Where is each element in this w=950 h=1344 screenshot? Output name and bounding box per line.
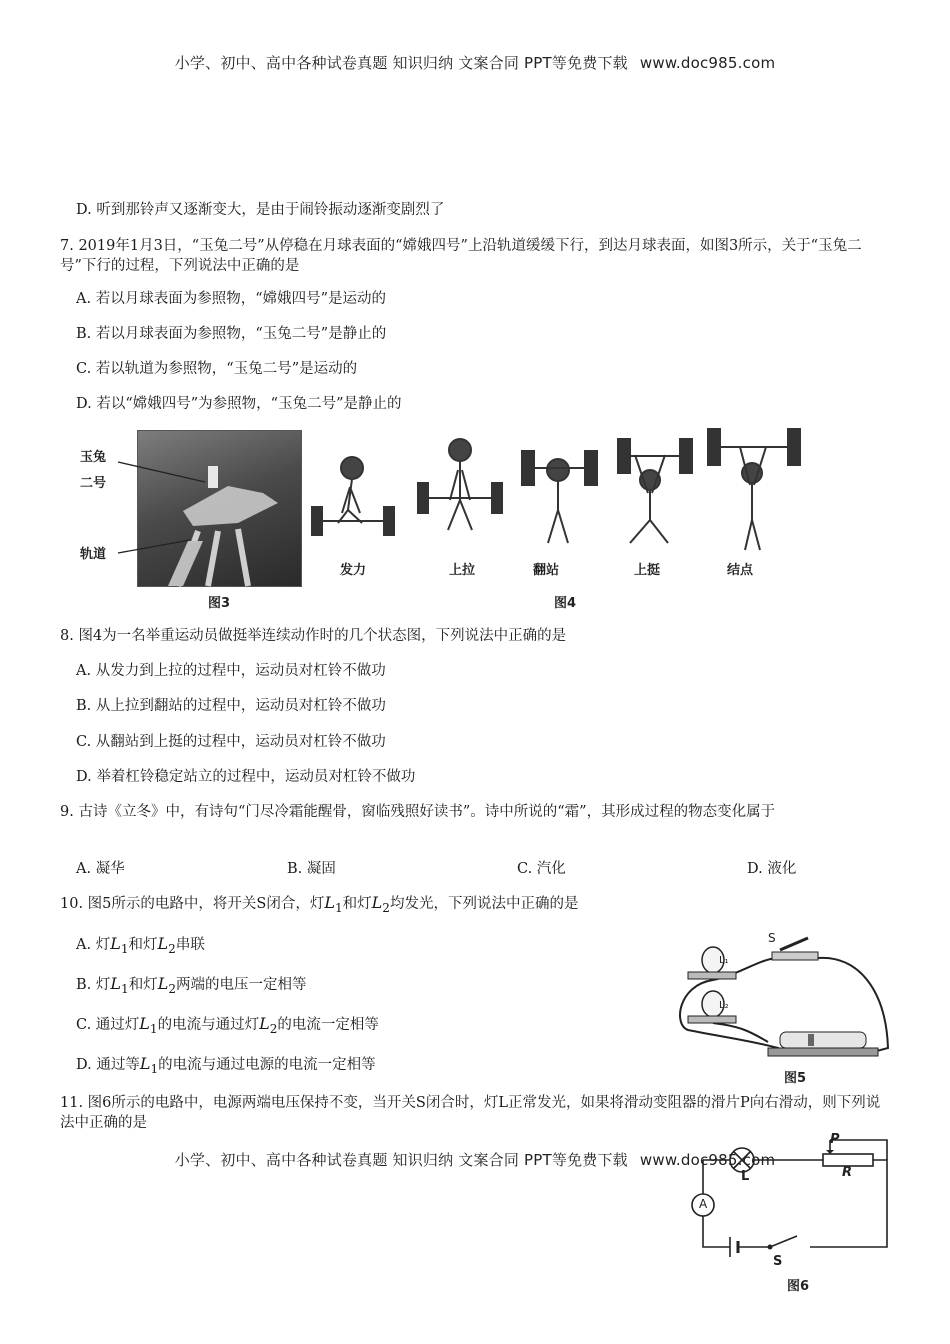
bottom-banner — [0, 1149, 950, 1170]
q10-d-l1: L — [139, 1054, 151, 1073]
fig4-stage-4: 上挺 — [634, 563, 661, 578]
q10-a-sub2: 2 — [168, 941, 176, 956]
fig5-lamp2-label: L₂ — [719, 1000, 729, 1011]
fig6-slider-label: P — [830, 1132, 840, 1147]
fig4-caption: 图4 — [554, 596, 577, 611]
fig3-label-rover-1: 玉兔 — [80, 450, 107, 465]
fig3-caption: 图3 — [208, 596, 231, 611]
q10-c-l1: L — [139, 1014, 150, 1033]
q10-a-l1: L — [110, 934, 121, 953]
q8-stem: 8. 图4为一名举重运动员做挺举连续动作时的几个状态图，下列说法中正确的是 — [60, 628, 567, 644]
q7-option-c: C. 若以轨道为参照物，“玉兔二号”是运动的 — [76, 361, 358, 377]
fig3-rover-drawing — [138, 431, 301, 586]
q7-option-d: D. 若以“嫦娥四号”为参照物，“玉兔二号”是静止的 — [76, 396, 402, 412]
q10-option-c — [76, 1014, 379, 1039]
q8-option-b: B. 从上拉到翻站的过程中，运动员对杠铃不做功 — [76, 698, 386, 714]
q8-option-c: C. 从翻站到上挺的过程中，运动员对杠铃不做功 — [76, 734, 386, 750]
q10-stem-l1: L — [324, 893, 335, 912]
q10-d-pre: D. 通过等 — [76, 1057, 140, 1073]
fig4-stage-3: 翻站 — [533, 563, 560, 578]
q10-a-post: 串联 — [175, 937, 205, 953]
fig6-lamp-label: L — [741, 1169, 750, 1184]
q8-option-a: A. 从发力到上拉的过程中，运动员对杠铃不做功 — [76, 663, 386, 679]
fig5-lamp1-label: L₁ — [719, 955, 729, 966]
q9-stem: 9. 古诗《立冬》中，有诗句“门尽冷霜能醒骨，窗临残照好读书”。诗中所说的“霜”，其形成过程的物态变化属于 — [60, 804, 776, 820]
q10-a-pre: A. 灯 — [76, 937, 111, 953]
fig5-switch — [772, 938, 818, 960]
q9-option-c: C. 汽化 — [517, 861, 566, 877]
fig4-stage-2: 上拉 — [449, 563, 476, 578]
fig6-caption: 图6 — [787, 1279, 810, 1294]
q6-option-d: D. 听到那铃声又逐渐变大，是由于闹铃振动逐渐变剧烈了 — [76, 202, 445, 218]
q10-stem-pre: 10. 图5所示的电路中，将开关S闭合，灯 — [60, 896, 325, 912]
q10-b-post: 两端的电压一定相等 — [176, 977, 307, 993]
q10-a-mid: 和灯 — [128, 937, 158, 953]
q7-option-b: B. 若以月球表面为参照物，“玉兔二号”是静止的 — [76, 326, 387, 342]
q11-stem: 11. 图6所示的电路中，电源两端电压保持不变，当开关S闭合时，灯L正常发光，如果将滑动变阻器的滑片P向右滑动，则下列说法中正确的是 — [60, 1095, 881, 1131]
q10-stem-l2: L — [371, 893, 383, 912]
q10-option-a — [76, 934, 205, 959]
q10-b-l2: L — [157, 974, 169, 993]
fig4-stage-5: 结点 — [727, 563, 754, 578]
q10-a-sub1: 1 — [120, 941, 129, 956]
q7-stem: 7. 2019年1月3日，“玉兔二号”从停稳在月球表面的“嫦娥四号”上沿轨道缓缓下行，到达月球表面，如图3所示，关于“玉兔二号”下行的过程，下列说法中正确的是 — [60, 238, 862, 274]
q10-a-l2: L — [157, 934, 169, 953]
q10-c-mid: 的电流与通过灯 — [157, 1017, 260, 1033]
top-banner — [0, 52, 950, 73]
banner-text: 小学、初中、高中各种试卷真题 知识归纳 文案合同 PPT等免费下载 — [174, 54, 628, 72]
fig5-circuit — [668, 930, 898, 1060]
q7-option-a: A. 若以月球表面为参照物，“嫦娥四号”是运动的 — [76, 291, 387, 307]
fig5-caption: 图5 — [784, 1071, 807, 1086]
q10-b-mid: 和灯 — [128, 977, 158, 993]
fig6-rheostat-label: R — [842, 1165, 853, 1180]
q10-c-l2: L — [259, 1014, 270, 1033]
q9-option-b: B. 凝固 — [287, 861, 336, 877]
fig4-stage-1: 发力 — [340, 563, 367, 578]
fig3-rover-photo — [137, 430, 302, 587]
q10-d-sub1: 1 — [150, 1061, 159, 1076]
q10-b-l1: L — [110, 974, 121, 993]
q10-d-post: 的电流与通过电源的电流一定相等 — [158, 1057, 376, 1073]
fig5-lamp1 — [688, 947, 736, 979]
q9-option-d: D. 液化 — [747, 861, 797, 877]
q10-b-pre: B. 灯 — [76, 977, 111, 993]
q8-option-d: D. 举着杠铃稳定站立的过程中，运动员对杠铃不做功 — [76, 769, 416, 785]
fig6-switch — [768, 1245, 773, 1250]
q10-stem-mid: 和灯 — [342, 896, 372, 912]
fig3-label-track: 轨道 — [80, 547, 107, 562]
banner-url[interactable]: www.doc985.com — [639, 54, 776, 72]
q10-c-pre: C. 通过灯 — [76, 1017, 140, 1033]
q10-option-d — [76, 1054, 376, 1079]
q10-stem — [60, 893, 578, 918]
q10-b-sub1: 1 — [121, 981, 129, 996]
q10-b-sub2: 2 — [168, 981, 176, 996]
fig5-battery — [768, 1032, 878, 1056]
q10-c-post: 的电流一定相等 — [277, 1017, 379, 1033]
fig6-switch-label: S — [773, 1254, 783, 1269]
q10-option-b — [76, 974, 307, 999]
q10-stem-sub2: 2 — [382, 900, 390, 915]
q9-option-a: A. 凝华 — [76, 861, 125, 877]
banner-url-bottom[interactable]: www.doc985.com — [639, 1151, 776, 1169]
fig5-lamp2 — [688, 991, 736, 1023]
fig6-ammeter-label: A — [699, 1197, 708, 1211]
q10-stem-post: 均发光，下列说法中正确的是 — [389, 896, 579, 912]
q10-c-sub1: 1 — [149, 1021, 158, 1036]
fig5-switch-label: S — [768, 931, 776, 945]
q10-stem-sub1: 1 — [334, 900, 343, 915]
q10-c-sub2: 2 — [269, 1021, 278, 1036]
fig4-figures — [300, 425, 820, 565]
banner-text-bottom: 小学、初中、高中各种试卷真题 知识归纳 文案合同 PPT等免费下载 — [174, 1151, 628, 1169]
fig3-label-rover-2: 二号 — [80, 476, 107, 491]
